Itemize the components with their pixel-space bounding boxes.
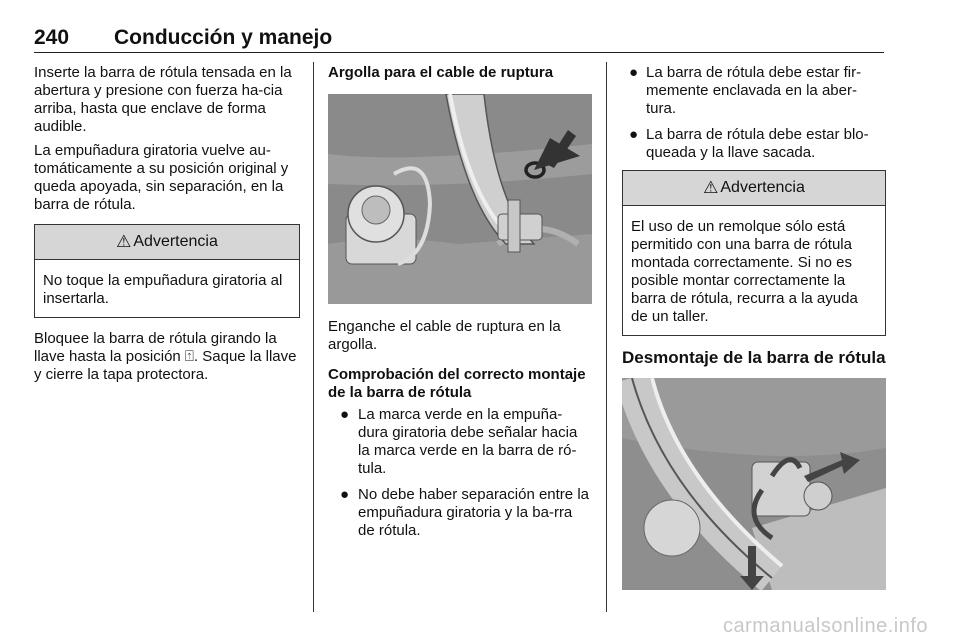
paragraph: Inserte la barra de rótula tensada en la abertura y presione con fuerza ha-cia arriba, hasta que enclave de forma audible. <box>34 64 292 135</box>
paragraph: La empuñadura giratoria vuelve au-tomáticamente a su posición original y queda apoyada, sin separación, en la barra de rótula. <box>34 142 289 213</box>
page-title: Conducción y manejo <box>114 26 333 49</box>
warning-title: Advertencia <box>133 233 218 250</box>
page-header <box>34 26 884 53</box>
bullet-list <box>622 64 886 162</box>
list-item: ● La marca verde en la empuña-dura giratoria debe señalar hacia la marca verde en la barra de ró-tula. <box>340 406 578 477</box>
towbar-eye-image <box>328 94 592 304</box>
towbar-removal-illustration <box>622 378 886 590</box>
page-number: 240 <box>34 26 70 49</box>
warning-text: No toque la empuñadura giratoria al insertarla. <box>43 272 283 307</box>
paragraph: Bloquee la barra de rótula girando la llave hasta la posición ⍐. Saque la llave y cierre la tapa protectora. <box>34 330 297 383</box>
warning-title: Advertencia <box>720 179 805 196</box>
list-item: ● No debe haber separación entre la empuñadura giratoria y la ba-rra de rótula. <box>340 486 589 539</box>
bullet-icon: ● <box>629 64 639 81</box>
column-middle <box>328 64 592 548</box>
list-item: ● La barra de rótula debe estar fir-memente enclavada en la aber-tura. <box>629 64 862 117</box>
warning-header <box>35 225 299 260</box>
towbar-eye-illustration <box>328 94 592 304</box>
towbar-removal-image <box>622 378 886 590</box>
section-heading: Comprobación del correcto montaje de la barra de rótula <box>328 366 586 401</box>
column-left <box>34 64 300 390</box>
paragraph: Enganche el cable de ruptura en la argolla. <box>328 318 561 353</box>
warning-icon: ⚠ <box>116 232 132 251</box>
section-heading: Desmontaje de la barra de rótula <box>622 348 886 367</box>
column-divider <box>606 62 607 612</box>
bullet-icon: ● <box>340 486 350 503</box>
bullet-icon: ● <box>340 406 350 423</box>
list-item: ● La barra de rótula debe estar blo-queada y la llave sacada. <box>629 126 869 161</box>
section-heading: Argolla para el cable de ruptura <box>328 64 554 81</box>
bullet-icon: ● <box>629 126 639 143</box>
bullet-list <box>328 406 592 540</box>
warning-box <box>622 170 886 336</box>
warning-box <box>34 224 300 318</box>
warning-icon: ⚠ <box>703 178 719 197</box>
warning-text: El uso de un remolque sólo está permitido con una barra de rótula montada correctamente. Si no es posible montar correctamente la barra de rótula, recurra a la ayuda de un taller. <box>631 218 858 325</box>
watermark: carmanualsonline.info <box>722 615 928 637</box>
column-divider <box>313 62 314 612</box>
column-right <box>622 64 886 590</box>
warning-header <box>623 171 885 206</box>
